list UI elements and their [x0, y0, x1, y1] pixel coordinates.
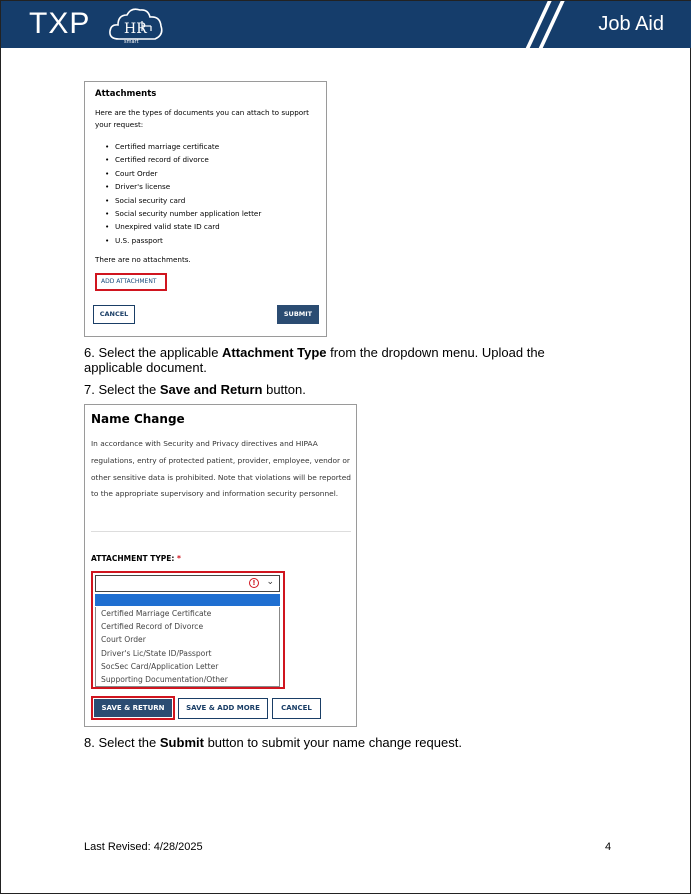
attachment-type-dropdown-highlight	[91, 571, 285, 689]
name-change-title: Name Change	[91, 412, 185, 426]
svg-text:smart: smart	[124, 39, 139, 45]
txp-logo: TXP	[29, 7, 91, 40]
dropdown-option[interactable]: Certified Marriage Certificate	[101, 609, 212, 618]
attachments-intro: Here are the types of documents you can attach to support your request:	[95, 108, 309, 129]
step-6-text: 6. Select the applicable Attachment Type from the dropdown menu. Upload the applicable document.	[84, 345, 545, 375]
save-return-button[interactable]: SAVE & RETURN	[91, 696, 175, 720]
submit-button[interactable]: SUBMIT	[277, 305, 319, 324]
attachments-title: Attachments	[95, 89, 157, 99]
list-item: • Court Order	[105, 167, 261, 180]
cancel-button[interactable]: CANCEL	[93, 305, 135, 324]
step-7-text: 7. Select the Save and Return button.	[84, 382, 306, 397]
dropdown-option[interactable]: Certified Record of Divorce	[101, 622, 204, 632]
step-8-text: 8. Select the Submit button to submit your name change request.	[84, 735, 462, 750]
attachment-type-select[interactable]	[95, 575, 280, 592]
list-item: • Social security number application letter	[105, 207, 261, 220]
dropdown-option[interactable]: SocSec Card/Application Letter	[101, 661, 219, 671]
list-item: • U.S. passport	[105, 234, 261, 247]
header-banner	[1, 1, 691, 48]
save-add-more-button[interactable]: SAVE & ADD MORE	[178, 698, 268, 719]
attachments-screenshot	[84, 81, 327, 337]
dropdown-option[interactable]: Driver's Lic/State ID/Passport	[101, 648, 212, 658]
list-item: • Driver's license	[105, 180, 261, 193]
attachment-type-label: ATTACHMENT TYPE: *	[91, 554, 181, 563]
hr-smart-cloud-logo	[107, 5, 165, 45]
name-change-screenshot	[84, 404, 357, 727]
doc-type-label: Job Aid	[598, 13, 664, 35]
privacy-notice: In accordance with Security and Privacy directives and HIPAA regulations, entry of protected patient, provider, employee, vendor or other sensitive data is prohibited. Note that violations will be reported to the appropriate supervisory and information security personnel.	[91, 439, 351, 499]
divider	[91, 531, 351, 532]
dropdown-options-list	[95, 607, 280, 687]
last-revised: Last Revised: 4/28/2025	[84, 841, 203, 853]
list-item: • Social security card	[105, 194, 261, 207]
dropdown-option-blank[interactable]	[95, 594, 280, 606]
dropdown-option[interactable]: Supporting Documentation/Other	[101, 675, 228, 685]
page-number: 4	[605, 841, 612, 853]
error-icon: !	[249, 578, 259, 588]
chevron-down-icon: ⌄	[266, 577, 274, 587]
cancel-button[interactable]: CANCEL	[272, 698, 321, 719]
no-attachments-text: There are no attachments.	[95, 255, 191, 264]
list-item: • Certified marriage certificate	[105, 140, 261, 153]
add-attachment-button[interactable]	[95, 273, 167, 291]
add-attachment-label: ADD ATTACHMENT	[101, 278, 157, 285]
document-type-list	[105, 140, 261, 247]
svg-text:HR: HR	[124, 21, 147, 37]
list-item: • Certified record of divorce	[105, 153, 261, 166]
dropdown-option[interactable]: Court Order	[101, 635, 146, 645]
list-item: • Unexpired valid state ID card	[105, 220, 261, 233]
